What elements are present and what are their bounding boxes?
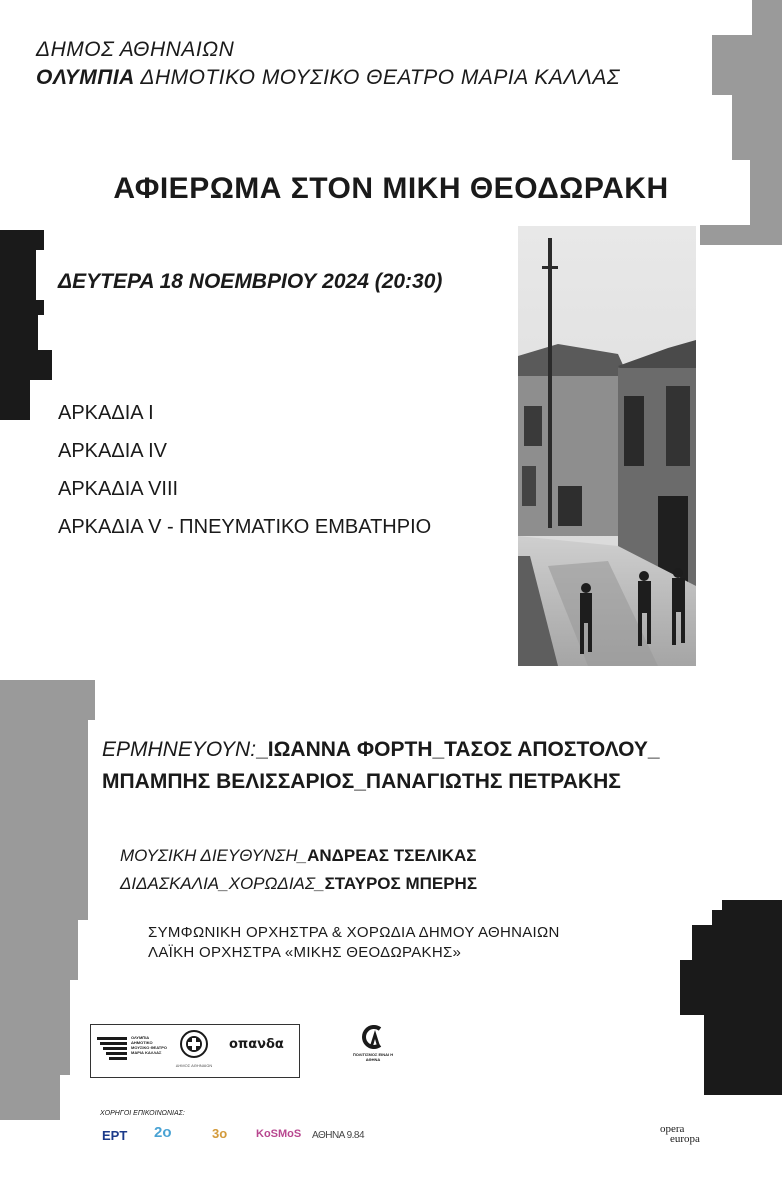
kosmos-logo: KoSMoS — [256, 1128, 302, 1140]
municipality-caption: ΔΗΜΟΣ ΑΘΗΝΑΙΩΝ — [175, 1063, 213, 1068]
sponsors-label: ΧΟΡΗΓΟΙ ΕΠΙΚΟΙΝΩΝΙΑΣ: — [100, 1110, 185, 1117]
black-step-block-left — [0, 230, 60, 430]
orchestra-line: ΛΑΪΚΗ ΟΡΧΗΣΤΡΑ «ΜΙΚΗΣ ΘΕΟΔΩΡΑΚΗΣ» — [148, 944, 462, 961]
choir-teacher-name: ΣΤΑΥΡΟΣ ΜΠΕΡΗΣ — [324, 874, 478, 893]
performers-line-1 — [102, 738, 660, 762]
gray-step-block-left — [0, 680, 100, 1150]
black-step-block-bottom-right — [660, 900, 782, 1100]
second-program-logo: 2ο — [154, 1124, 172, 1141]
opanda-logo: οπανδα — [229, 1037, 284, 1052]
municipality-emblem — [173, 1029, 215, 1075]
culture-athens-text: ΠΟΛΙΤΙΣΜΟΣ ΕΙΝΑΙ Η ΑΘΗΝΑ — [352, 1052, 394, 1062]
music-direction-credit — [120, 846, 476, 866]
venue-name — [36, 66, 620, 90]
venue-name-rest: ΔΗΜΟΤΙΚΟ ΜΟΥΣΙΚΟ ΘΕΑΤΡΟ ΜΑΡΙΑ ΚΑΛΛΑΣ — [134, 66, 620, 89]
opera-europa-line2: europa — [670, 1133, 700, 1145]
opera-europa-line1: opera — [660, 1123, 685, 1135]
music-direction-label: ΜΟΥΣΙΚΗ ΔΙΕΥΘΥΝΣΗ_ — [120, 846, 308, 865]
program-item: ΑΡΚΑΔΙΑ IV — [58, 440, 167, 462]
culture-athens-logo — [346, 1024, 400, 1074]
program-item: ΑΡΚΑΔΙΑ VIII — [58, 478, 179, 500]
performers-label: ΕΡΜΗΝΕΥΟΥΝ: — [102, 738, 257, 761]
ert-logo: ΕΡΤ — [102, 1128, 128, 1143]
performers-line-2: ΜΠΑΜΠΗΣ ΒΕΛΙΣΣΑΡΙΟΣ_ΠΑΝΑΓΙΩΤΗΣ ΠΕΤΡΑΚΗΣ — [102, 770, 621, 793]
program-item: ΑΡΚΑΔΙΑ Ι — [58, 402, 154, 424]
olympia-logo — [97, 1035, 167, 1069]
orchestra-line: ΣΥΜΦΩΝΙΚΗ ΟΡΧΗΣΤΡΑ & ΧΟΡΩΔΙΑ ΔΗΜΟΥ ΑΘΗΝΑΙΩΝ — [148, 924, 560, 941]
partner-logos-box — [90, 1024, 300, 1078]
choir-teaching-label: ΔΙΔΑΣΚΑΛΙΑ_ΧΟΡΩΔΙΑΣ_ — [120, 874, 325, 893]
olympia-logo-text: ΟΛΥΜΠΙΑ ΔΗΜΟΤΙΚΟ ΜΟΥΣΙΚΟ ΘΕΑΤΡΟ ΜΑΡΙΑ ΚΑΛΛΑΣ — [131, 1035, 167, 1055]
third-program-logo: 3ο — [212, 1126, 228, 1141]
village-street-photo — [518, 226, 696, 666]
athina984-logo: ΑΘΗΝΑ 9.84 — [312, 1130, 365, 1141]
program-item: ΑΡΚΑΔΙΑ V - ΠΝΕΥΜΑΤΙΚΟ ΕΜΒΑΤΗΡΙΟ — [58, 516, 432, 538]
page-title: ΑΦΙΕΡΩΜΑ ΣΤΟΝ ΜΙΚΗ ΘΕΟΔΩΡΑΚΗ — [113, 172, 669, 205]
choir-teaching-credit — [120, 874, 477, 894]
performers-names-1: _ΙΩΑΝΝΑ ΦΟΡΤΗ_ΤΑΣΟΣ ΑΠΟΣΤΟΛΟΥ_ — [256, 738, 660, 761]
event-date: ΔΕΥΤΕΡΑ 18 ΝΟΕΜΒΡΙΟΥ 2024 (20:30) — [58, 270, 443, 293]
music-director-name: ΑΝΔΡΕΑΣ ΤΣΕΛΙΚΑΣ — [307, 846, 477, 865]
venue-name-bold: ΟΛΥΜΠΙΑ — [36, 66, 135, 89]
organizer-name: ΔΗΜΟΣ ΑΘΗΝΑΙΩΝ — [36, 38, 235, 61]
opera-europa-logo — [660, 1124, 700, 1144]
